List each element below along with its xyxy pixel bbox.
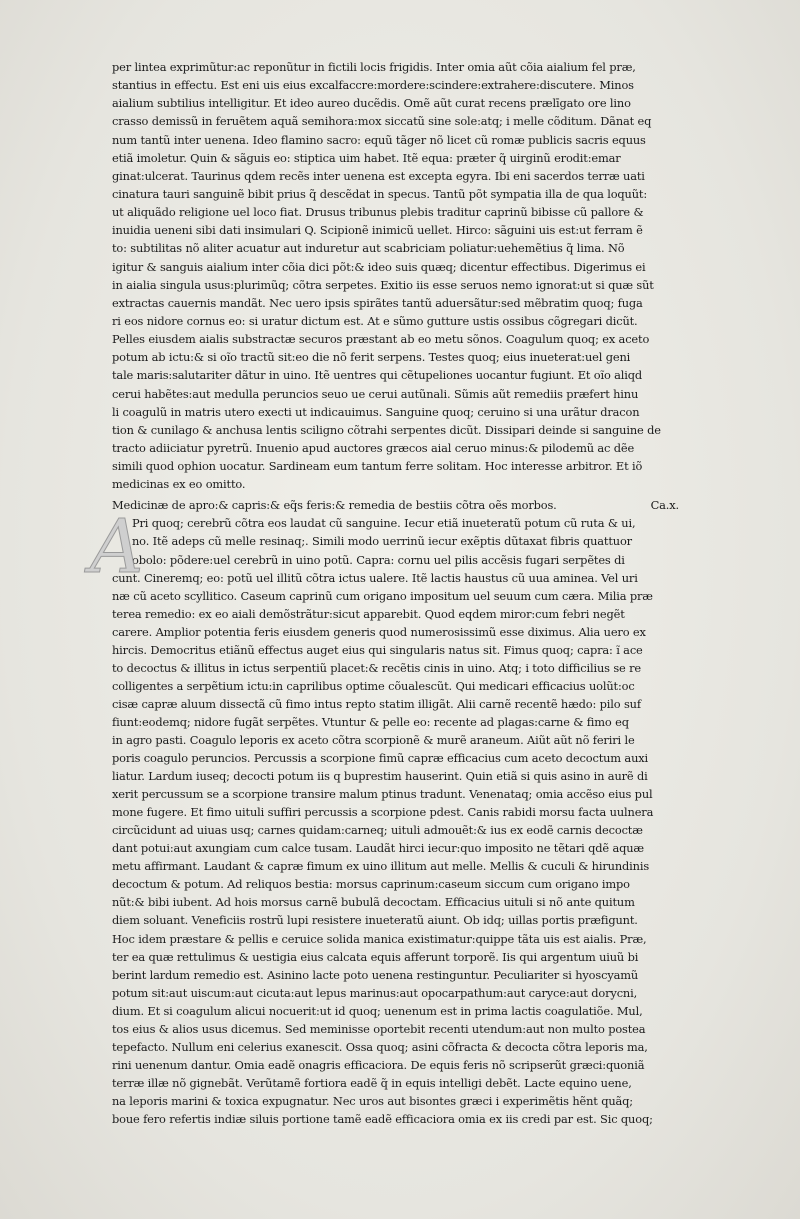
text-line: boue fero refertis indiæ siluis portione tamẽ eadẽ efficaciora omia ex iis credi par est. Sic quoq; [112,1111,653,1126]
text-line: næ cũ aceto scyllitico. Caseum caprinũ cum origano impositum uel seuum cum cæra. Milia præ [112,588,653,603]
text-block-1 [112,58,687,493]
text-line: cerui habẽtes:aut medulla peruncios seuo ue cerui autũnali. Sũmis aũt remediis præfert hinu [112,386,639,401]
text-line: ginat:ulcerat. Taurinus qdem recẽs inter uenena est excepta egyra. Ibi eni sacerdos terræ uati [112,168,645,183]
text-line: ri eos nidore cornus eo: si uratur dictum est. At e sũmo gutture ustis ossibus cõgregari dicũt. [112,313,638,328]
text-line: xerit percussum se a scorpione transire malum ptinus tradunt. Venenataq; omia accẽso eius pul [112,787,653,802]
text-line: circũcidunt ad uiuas usq; carnes quidam:carneq; uituli admouẽt:& ius ex eodẽ carnis decoctæ [112,823,643,838]
chapter-number: Ca.x. [650,498,679,513]
text-block-2 [90,496,687,1128]
text-line: poris coagulo peruncios. Percussis a scorpione fimũ capræ efficacius cum aceto decoctum auxi [112,751,649,766]
text-line: cinatura tauri sanguinẽ bibit prius q̃ descẽdat in specus. Tantũ põt sympatia illa de qua loquũt: [112,186,648,201]
text-line: colligentes a serpẽtium ictu:in caprilibus optime cõualescũt. Qui medicari efficacius uolũt:oc [112,678,635,693]
text-line: crasso demissũ in feruẽtem aquã semihora:mox siccatũ sine sole:atq; i melle cõditum. Dãnat eq [112,114,652,129]
text-line: stantius in effectu. Est eni uis eius excalfaccre:mordere:scindere:extrahere:discutere. Minos [112,78,634,93]
text-line: tion & cunilago & anchusa lentis sciligno cõtrahi serpentes dicũt. Dissipari deinde si sanguine de [112,422,661,437]
text-line: to decoctus & illitus in ictus serpentiũ placet:& recẽtis cinis in uino. Atq; i toto difficilius se re [112,660,641,675]
decorated-initial: A [90,504,144,591]
text-line: ter ea quæ rettulimus & uestigia eius calcata equis afferunt torporẽ. Iis qui argentum uiuũ bi [112,949,639,964]
text-line: tale maris:salutariter dãtur in uino. Itẽ uentres qui cẽtupeliones uocantur fugiunt. Et oĩo aliqd [112,368,643,383]
text-line: li coagulũ in matris utero execti ut indicauimus. Sanguine quoq; ceruino si una urãtur dracon [112,404,640,419]
text-line: tepefacto. Nullum eni celerius exanescit. Ossa quoq; asini cõfracta & decocta cõtra leporis ma, [112,1039,648,1054]
text-line: etiã imoletur. Quin & sãguis eo: stiptica uim habet. Itẽ equa: præter q̃ uirginũ erodit:emar [112,150,621,165]
text-line: hircis. Democritus etiãnũ effectus auget eius qui singularis natus sit. Fimus quoq; capra: ĩ ace [112,642,643,657]
text-line: terea remedio: ex eo aiali demõstrãtur:sicut apparebit. Quod eqdem miror:cum febri negẽt [112,606,625,621]
text-line: no. Itẽ adeps cũ melle resinaq;. Simili modo uerrinũ iecur exẽptis dũtaxat fibris quattuor [132,534,632,549]
text-line: medicinas ex eo omitto. [112,477,246,492]
text-line: dant potui:aut axungiam cum calce tusam. Laudãt hirci iecur:quo imposito ne tẽtari qdẽ aquæ [112,841,644,856]
text-line: liatur. Lardum iuseq; decocti potum iis q buprestim hauserint. Quin etiã si quis asino in aurẽ di [112,769,648,784]
text-line: simili quod ophion uocatur. Sardineam eum tantum ferre solitam. Hoc interesse arbitror. Et iõ [112,459,643,474]
text-line: Pelles eiusdem aialis substractæ securos præstant ab eo metu sõnos. Coagulum quoq; ex aceto [112,332,650,347]
text-line: Pri quoq; cerebrũ cõtra eos laudat cũ sanguine. Iecur etiã inueteratũ potum cũ ruta & ui, [132,516,636,531]
text-line: fiunt:eodemq; nidore fugãt serpẽtes. Vtuntur & pelle eo: recente ad plagas:carne & fimo eq [112,714,629,729]
text-line: per lintea exprimũtur:ac reponũtur in fictili locis frigidis. Inter omia aũt cõia aialium fel præ, [112,60,636,74]
text-line: ut aliquãdo religione uel loco fiat. Drusus tribunus plebis traditur caprinũ bibisse cũ pallore & [112,205,644,220]
text-line: in agro pasti. Coagulo leporis ex aceto cõtra scorpionẽ & murẽ araneum. Aiũt aũt nõ feriri le [112,732,635,747]
text-line: in aialia singula usus:plurimũq; cõtra serpetes. Exitio iis esse seruos nemo ignorat:ut si quæ sũt [112,277,654,292]
text-line: mone fugere. Et fimo uituli suffiri percussis a scorpione pdest. Canis rabidi morsu facta uulnera [112,805,654,820]
text-line: num tantũ inter uenena. Ideo flamino sacro: equũ tãger nõ licet cũ romæ publicis sacris equus [112,132,646,147]
text-line: cisæ capræ aluum dissectã cũ fimo intus repto statim illigãt. Alii carnẽ recentẽ hædo: pilo suf [112,696,641,711]
text-line: na leporis marini & toxica expugnatur. Nec uros aut bisontes græci i experimẽtis hẽnt quãq; [112,1093,633,1108]
chapter-heading-line [112,496,687,514]
text-line: terræ illæ nõ gignebãt. Verũtamẽ fortiora eadẽ q̃ in equis intelligi debẽt. Lacte equino uene, [112,1075,632,1090]
text-line: extractas cauernis mandãt. Nec uero ipsis spirãtes tantũ aduersãtur:sed mẽbratim quoq; fuga [112,295,643,310]
text-line: diem soluant. Veneficiis rostrũ lupi resistere inueteratũ aiunt. Ob idq; uillas portis præfigunt. [112,913,638,928]
text-line: carere. Amplior potentia feris eiusdem generis quod numerosissimũ esse diximus. Alia uero ex [112,624,646,639]
text-line: tracto adiiciatur pyretrũ. Inuenio apud auctores græcos aial ceruo minus:& pilodemũ ac dẽe [112,440,635,455]
text-line: berint lardum remedio est. Asinino lacte poto uenena restinguntur. Peculiariter si hyoscyamũ [112,967,639,982]
chapter-heading: Medicinæ de apro:& capris:& eq̃s feris:& remedia de bestiis cõtra oẽs morbos. [112,498,557,513]
text-column [90,58,687,1128]
text-line: tos eius & alios usus dicemus. Sed meminisse oportebit recenti utendum:aut non multo postea [112,1021,646,1036]
text-line: potum ab ictu:& si oĩo tractũ sit:eo die nõ ferit serpens. Testes quoq; eius inueterat:uel geni [112,350,631,365]
text-line: decoctum & potum. Ad reliquos bestia: morsus caprinum:caseum siccum cum origano impo [112,877,630,892]
text-line: dium. Et si coagulum alicui nocuerit:ut id quoq; uenenum est in prima lactis coagulatiõe. Mul, [112,1003,643,1018]
text-line: nũt:& bibi iubent. Ad hois morsus carnẽ bubulã decoctam. Efficacius uituli si nõ ante quitum [112,895,635,910]
text-line: cunt. Cineremq; eo: potũ uel illitũ cõtra ictus ualere. Itẽ lactis haustus cũ uua aminea. Vel uri [112,570,638,585]
text-line: Hoc idem præstare & pellis e ceruice solida manica existimatur:quippe tãta uis est aialis. Præ, [112,931,647,946]
text-line: rini uenenum dantur. Omia eadẽ onagris efficaciora. De equis feris nõ scripserũt græci:quoniã [112,1057,645,1072]
text-line: to: subtilitas nõ aliter acuatur aut induretur aut scabriciam poliatur:uehemẽtius q̃ lima. Nõ [112,241,625,256]
text-line: metu affirmant. Laudant & capræ fimum ex uino illitum aut melle. Mellis & cuculi & hirundinis [112,859,650,874]
text-line: obolo: põdere:uel cerebrũ in uino potũ. Capra: cornu uel pilis accẽsis fugari serpẽtes di [132,552,625,567]
text-line: potum sit:aut uiscum:aut cicuta:aut lepus marinus:aut opocarpathum:aut caryce:aut dorycni, [112,985,638,1000]
text-line: aialium subtilius intelligitur. Et ideo aureo ducẽdis. Omẽ aũt curat recens prælīgato ore lino [112,96,631,111]
text-line: igitur & sanguis aialium inter cõia dici põt:& ideo suis quæq; dicentur effectibus. Digerimus ei [112,259,646,274]
text-line: inuidia ueneni sibi dati insimulari Q. Scipionẽ inimicũ uellet. Hirco: sãguini uis est:ut ferram ẽ [112,223,643,238]
